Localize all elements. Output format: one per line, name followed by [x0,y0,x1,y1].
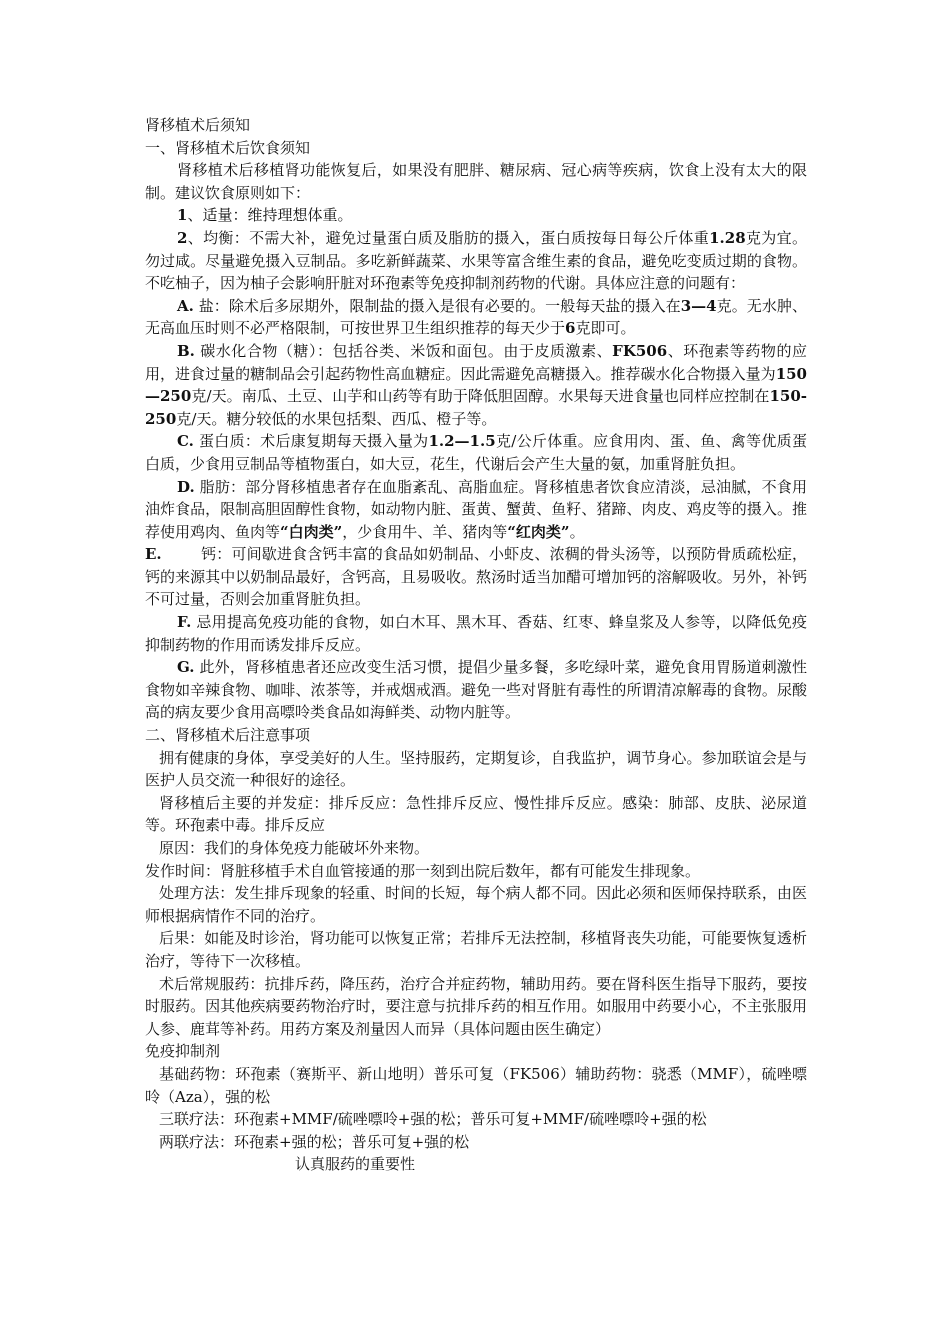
precautions-cause: 原因：我们的身体免疫力能破坏外来物。 [159,839,430,857]
diet-item-c-protein: C. 蛋白质：术后康复期每天摄入量为1.2—1.5克/公斤体重。应食用肉、蛋、鱼、禽等优质蛋白质，少食用豆制品等植物蛋白，如大豆，花生，代谢后会产生大量的氨，加重肾脏负担。 [145,432,807,473]
diet-item-e-calcium: E. 钙：可间歇进食含钙丰富的食品如奶制品、小虾皮、浓稠的骨头汤等，以预防骨质疏松症，钙的来源其中以奶制品最好，含钙高，且易吸收。熬汤时适当加醋可增加钙的溶解吸收。另外，补钙不可过量，否则会加重肾脏负担。 [145,545,807,609]
diet-item-b-carbs: B. 碳水化合物（糖）：包括谷类、米饭和面包。由于皮质激素、FK506、环孢素等药物的应用，进食过量的糖制品会引起药物性高血糖症。因此需避免高糖摄入。推荐碳水化合物摄入量为150—250克/天。南瓜、土豆、山芋和山药等有助于降低胆固醇。水果每天进食量也同样应控制在150-250克/天。糖分较低的水果包括梨、西瓜、橙子等。 [145,341,807,428]
immunosuppressants-triple-therapy: 三联疗法：环孢素+MMF/硫唑嘌呤+强的松；普乐可复+MMF/硫唑嘌呤+强的松 [159,1110,707,1129]
precautions-onset-time: 发作时间：肾脏移植手术自血管接通的那一刻到出院后数年，都有可能发生排现象。 [145,861,701,880]
precautions-paragraph-1: 拥有健康的身体，享受美好的人生。坚持服药，定期复诊，自我监护，调节身心。参加联谊会是与医护人员交流一种很好的途径。 [145,748,807,790]
diet-item-a-salt: A. 盐：除术后多尿期外，限制盐的摄入是很有必要的。一般每天盐的摄入在3—4克。无水肿、无高血压时则不必严格限制，可按世界卫生组织推荐的每天少于6克即可。 [145,296,807,338]
section-heading-precautions: 二、肾移植术后注意事项 [145,726,311,745]
diet-item-d-fat: D. 脂肪：部分肾移植患者存在血脂紊乱、高脂血症。肾移植患者饮食应清淡，忌油腻，不食用油炸食品，限制高胆固醇性食物，如动物内脏、蛋黄、蟹黄、鱼籽、猪蹄、肉皮、鸡皮等的摄入。推荐使用鸡肉、鱼肉等“白肉类”，少食用牛、羊、猪肉等“红肉类”。 [145,477,807,541]
diet-item-g-habits: G. 此外，肾移植患者还应改变生活习惯，提倡少量多餐，多吃绿叶菜，避免食用胃肠道刺激性食物如辛辣食物、咖啡、浓茶等，并戒烟戒酒。避免一些对肾脏有毒性的所谓清凉解毒的食物。尿酸高的病友要少食用高嘌呤类食品如海鲜类、动物内脏等。 [145,658,807,722]
document-body [145,114,807,1176]
subheading-importance-of-medication: 认真服药的重要性 [295,1155,416,1174]
diet-item-f-immune-food: F. 忌用提高免疫功能的食物，如白木耳、黑木耳、香菇、红枣、蜂皇浆及人参等，以降低免疫抑制药物的作用而诱发排斥反应。 [145,613,807,654]
diet-intro-paragraph: 肾移植术后移植肾功能恢复后，如果没有肥胖、糖尿病、冠心病等疾病，饮食上没有太大的限制。建议饮食原则如下： [145,161,807,202]
precautions-consequence: 后果：如能及时诊治，肾功能可以恢复正常；若排斥无法控制，移植肾丧失功能，可能要恢复透析治疗，等待下一次移植。 [145,929,807,970]
section-heading-diet: 一、肾移植术后饮食须知 [145,138,311,157]
immunosuppressants-dual-therapy: 两联疗法：环孢素+强的松；普乐可复+强的松 [159,1132,470,1151]
immunosuppressants-base-drugs: 基础药物：环孢素（赛斯平、新山地明）普乐可复（FK506）辅助药物：骁悉（MMF），硫唑嘌呤（Aza），强的松 [145,1064,807,1106]
precautions-medication: 术后常规服药：抗排斥药，降压药，治疗合并症药物，辅助用药。要在肾科医生指导下服药，要按时服药。因其他疾病要药物治疗时，要注意与抗排斥药的相互作用。如服用中药要小心，不主张服用人参、鹿茸等补药。用药方案及剂量因人而异（具体问题由医生确定） [145,974,807,1038]
precautions-complications: 肾移植后主要的并发症：排斥反应：急性排斥反应、慢性排斥反应。感染：肺部、皮肤、泌尿道等。环孢素中毒。排斥反应 [145,793,807,835]
diet-point-2: 2、均衡：不需大补，避免过量蛋白质及脂肪的摄入，蛋白质按每日每公斤体重1.28克为宜。勿过咸。尽量避免摄入豆制品。多吃新鲜蔬菜、水果等富含维生素的食品，避免吃变质过期的食物。不吃柚子，因为柚子会影响肝脏对环孢素等免疫抑制剂药物的代谢。具体应注意的问题有： [145,228,807,293]
section-heading-immunosuppressants: 免疫抑制剂 [145,1042,221,1061]
precautions-treatment: 处理方法：发生排斥现象的轻重、时间的长短，每个病人都不同。因此必须和医师保持联系，由医师根据病情作不同的治疗。 [145,884,807,925]
document-title: 肾移植术后须知 [145,116,251,134]
diet-point-1: 1、适量：维持理想体重。 [177,206,353,225]
